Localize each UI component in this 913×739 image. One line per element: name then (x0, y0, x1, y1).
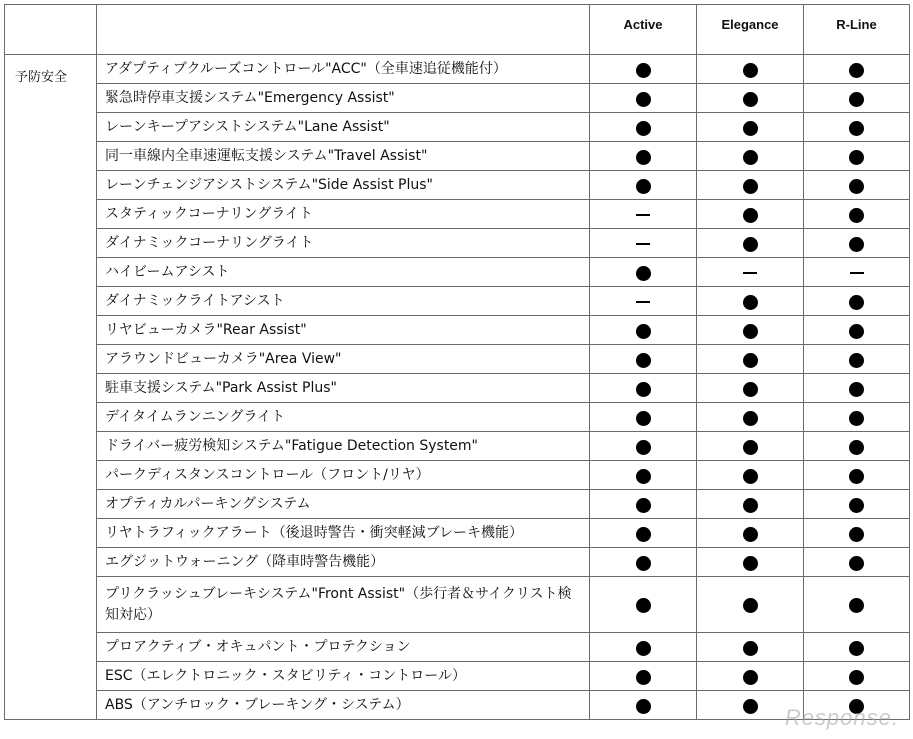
standard-dot-icon (743, 382, 758, 397)
safety-spec-table (4, 4, 910, 720)
mark-cell-elegance (697, 519, 804, 548)
mark-cell-active (590, 548, 697, 577)
standard-dot-icon (636, 699, 651, 714)
mark-cell-elegance (697, 258, 804, 287)
standard-dot-icon (743, 670, 758, 685)
mark-cell-elegance (697, 113, 804, 142)
mark-cell-rline (804, 461, 910, 490)
standard-dot-icon (636, 150, 651, 165)
standard-dot-icon (636, 527, 651, 542)
standard-dot-icon (636, 63, 651, 78)
standard-dot-icon (636, 498, 651, 513)
standard-dot-icon (849, 498, 864, 513)
mark-cell-rline (804, 374, 910, 403)
standard-dot-icon (849, 92, 864, 107)
mark-cell-active (590, 577, 697, 633)
standard-dot-icon (849, 208, 864, 223)
standard-dot-icon (743, 440, 758, 455)
mark-cell-rline (804, 200, 910, 229)
mark-cell-rline (804, 171, 910, 200)
not-available-dash-icon (636, 214, 650, 216)
feature-name: プロアクティブ・オキュパント・プロテクション (97, 633, 590, 662)
mark-cell-elegance (697, 316, 804, 345)
standard-dot-icon (849, 121, 864, 136)
feature-name: デイタイムランニングライト (97, 403, 590, 432)
standard-dot-icon (636, 641, 651, 656)
mark-cell-rline (804, 229, 910, 258)
header-active: Active (590, 5, 697, 55)
feature-name: リヤビューカメラ"Rear Assist" (97, 316, 590, 345)
mark-cell-elegance (697, 374, 804, 403)
mark-cell-active (590, 316, 697, 345)
mark-cell-elegance (697, 142, 804, 171)
mark-cell-active (590, 691, 697, 720)
standard-dot-icon (636, 179, 651, 194)
standard-dot-icon (743, 411, 758, 426)
header-rline: R-Line (804, 5, 910, 55)
mark-cell-rline (804, 577, 910, 633)
feature-name: 同一車線内全車速運転支援システム"Travel Assist" (97, 142, 590, 171)
table-row (5, 490, 910, 519)
standard-dot-icon (636, 324, 651, 339)
table-row (5, 432, 910, 461)
mark-cell-active (590, 345, 697, 374)
mark-cell-elegance (697, 548, 804, 577)
mark-cell-active (590, 403, 697, 432)
mark-cell-active (590, 258, 697, 287)
standard-dot-icon (743, 598, 758, 613)
standard-dot-icon (849, 237, 864, 252)
table-row (5, 171, 910, 200)
standard-dot-icon (849, 411, 864, 426)
standard-dot-icon (743, 92, 758, 107)
standard-dot-icon (849, 295, 864, 310)
standard-dot-icon (636, 411, 651, 426)
standard-dot-icon (849, 179, 864, 194)
mark-cell-rline (804, 548, 910, 577)
standard-dot-icon (849, 150, 864, 165)
table-body (5, 55, 910, 720)
standard-dot-icon (743, 150, 758, 165)
feature-name: ドライバー疲労検知システム"Fatigue Detection System" (97, 432, 590, 461)
feature-name: リヤトラフィックアラート（後退時警告・衝突軽減ブレーキ機能） (97, 519, 590, 548)
mark-cell-active (590, 633, 697, 662)
mark-cell-elegance (697, 461, 804, 490)
header-elegance: Elegance (697, 5, 804, 55)
table-row (5, 633, 910, 662)
table-row (5, 287, 910, 316)
mark-cell-active (590, 432, 697, 461)
standard-dot-icon (636, 469, 651, 484)
table-row (5, 519, 910, 548)
table-row (5, 316, 910, 345)
standard-dot-icon (849, 641, 864, 656)
mark-cell-rline (804, 316, 910, 345)
mark-cell-active (590, 142, 697, 171)
mark-cell-active (590, 55, 697, 84)
standard-dot-icon (636, 92, 651, 107)
standard-dot-icon (743, 63, 758, 78)
standard-dot-icon (743, 237, 758, 252)
mark-cell-rline (804, 691, 910, 720)
feature-name: ABS（アンチロック・ブレーキング・システム） (97, 691, 590, 720)
table-row (5, 142, 910, 171)
mark-cell-elegance (697, 200, 804, 229)
mark-cell-elegance (697, 691, 804, 720)
mark-cell-elegance (697, 490, 804, 519)
mark-cell-elegance (697, 55, 804, 84)
standard-dot-icon (743, 121, 758, 136)
table-row (5, 229, 910, 258)
watermark-logo: Response. (784, 705, 899, 730)
feature-name: 駐車支援システム"Park Assist Plus" (97, 374, 590, 403)
feature-name: パークディスタンスコントロール（フロント/リヤ） (97, 461, 590, 490)
mark-cell-elegance (697, 662, 804, 691)
standard-dot-icon (636, 266, 651, 281)
table-row (5, 258, 910, 287)
mark-cell-active (590, 519, 697, 548)
mark-cell-elegance (697, 287, 804, 316)
standard-dot-icon (849, 440, 864, 455)
header-category (5, 5, 97, 55)
standard-dot-icon (849, 469, 864, 484)
standard-dot-icon (636, 440, 651, 455)
mark-cell-rline (804, 345, 910, 374)
standard-dot-icon (743, 353, 758, 368)
standard-dot-icon (849, 670, 864, 685)
mark-cell-elegance (697, 229, 804, 258)
standard-dot-icon (849, 556, 864, 571)
mark-cell-elegance (697, 577, 804, 633)
table-row (5, 374, 910, 403)
mark-cell-elegance (697, 345, 804, 374)
standard-dot-icon (636, 353, 651, 368)
mark-cell-rline (804, 490, 910, 519)
standard-dot-icon (743, 179, 758, 194)
standard-dot-icon (743, 498, 758, 513)
feature-name: レーンキープアシストシステム"Lane Assist" (97, 113, 590, 142)
standard-dot-icon (636, 382, 651, 397)
standard-dot-icon (743, 641, 758, 656)
standard-dot-icon (636, 670, 651, 685)
standard-dot-icon (849, 382, 864, 397)
table-row (5, 55, 910, 84)
table-row (5, 548, 910, 577)
feature-name: ダイナミックコーナリングライト (97, 229, 590, 258)
table-row (5, 403, 910, 432)
not-available-dash-icon (850, 272, 864, 274)
feature-name: エグジットウォーニング（降車時警告機能） (97, 548, 590, 577)
standard-dot-icon (849, 324, 864, 339)
mark-cell-rline (804, 633, 910, 662)
mark-cell-active (590, 287, 697, 316)
mark-cell-active (590, 113, 697, 142)
table-row (5, 461, 910, 490)
feature-name: ESC（エレクトロニック・スタビリティ・コントロール） (97, 662, 590, 691)
mark-cell-rline (804, 432, 910, 461)
mark-cell-rline (804, 84, 910, 113)
standard-dot-icon (743, 295, 758, 310)
mark-cell-active (590, 662, 697, 691)
mark-cell-active (590, 374, 697, 403)
mark-cell-elegance (697, 171, 804, 200)
mark-cell-rline (804, 258, 910, 287)
standard-dot-icon (849, 63, 864, 78)
mark-cell-elegance (697, 432, 804, 461)
not-available-dash-icon (743, 272, 757, 274)
standard-dot-icon (743, 324, 758, 339)
table-row (5, 200, 910, 229)
header-feature (97, 5, 590, 55)
table-row (5, 577, 910, 633)
standard-dot-icon (849, 598, 864, 613)
feature-name: ダイナミックライトアシスト (97, 287, 590, 316)
mark-cell-elegance (697, 633, 804, 662)
mark-cell-active (590, 200, 697, 229)
mark-cell-active (590, 461, 697, 490)
feature-name: 緊急時停車支援システム"Emergency Assist" (97, 84, 590, 113)
mark-cell-active (590, 171, 697, 200)
not-available-dash-icon (636, 243, 650, 245)
feature-name: スタティックコーナリングライト (97, 200, 590, 229)
mark-cell-active (590, 84, 697, 113)
mark-cell-rline (804, 142, 910, 171)
mark-cell-rline (804, 55, 910, 84)
mark-cell-rline (804, 403, 910, 432)
table-row (5, 84, 910, 113)
table-row (5, 691, 910, 720)
table-row (5, 113, 910, 142)
standard-dot-icon (849, 699, 864, 714)
feature-name: アダプティブクルーズコントロール"ACC"（全車速追従機能付） (97, 55, 590, 84)
feature-name: プリクラッシュブレーキシステム"Front Assist"（歩行者＆サイクリスト検知対応） (97, 577, 590, 633)
standard-dot-icon (636, 121, 651, 136)
standard-dot-icon (849, 353, 864, 368)
standard-dot-icon (743, 208, 758, 223)
feature-name: アラウンドビューカメラ"Area View" (97, 345, 590, 374)
header-row (5, 5, 910, 55)
feature-name: オプティカルパーキングシステム (97, 490, 590, 519)
table-row (5, 345, 910, 374)
mark-cell-rline (804, 113, 910, 142)
category-cell: 予防安全 (5, 55, 97, 720)
standard-dot-icon (743, 699, 758, 714)
standard-dot-icon (743, 527, 758, 542)
mark-cell-elegance (697, 84, 804, 113)
standard-dot-icon (849, 527, 864, 542)
mark-cell-rline (804, 287, 910, 316)
table-row (5, 662, 910, 691)
feature-name: レーンチェンジアシストシステム"Side Assist Plus" (97, 171, 590, 200)
standard-dot-icon (636, 598, 651, 613)
mark-cell-elegance (697, 403, 804, 432)
mark-cell-active (590, 490, 697, 519)
standard-dot-icon (743, 556, 758, 571)
standard-dot-icon (743, 469, 758, 484)
not-available-dash-icon (636, 301, 650, 303)
mark-cell-rline (804, 519, 910, 548)
mark-cell-active (590, 229, 697, 258)
mark-cell-rline (804, 662, 910, 691)
feature-name: ハイビームアシスト (97, 258, 590, 287)
standard-dot-icon (636, 556, 651, 571)
